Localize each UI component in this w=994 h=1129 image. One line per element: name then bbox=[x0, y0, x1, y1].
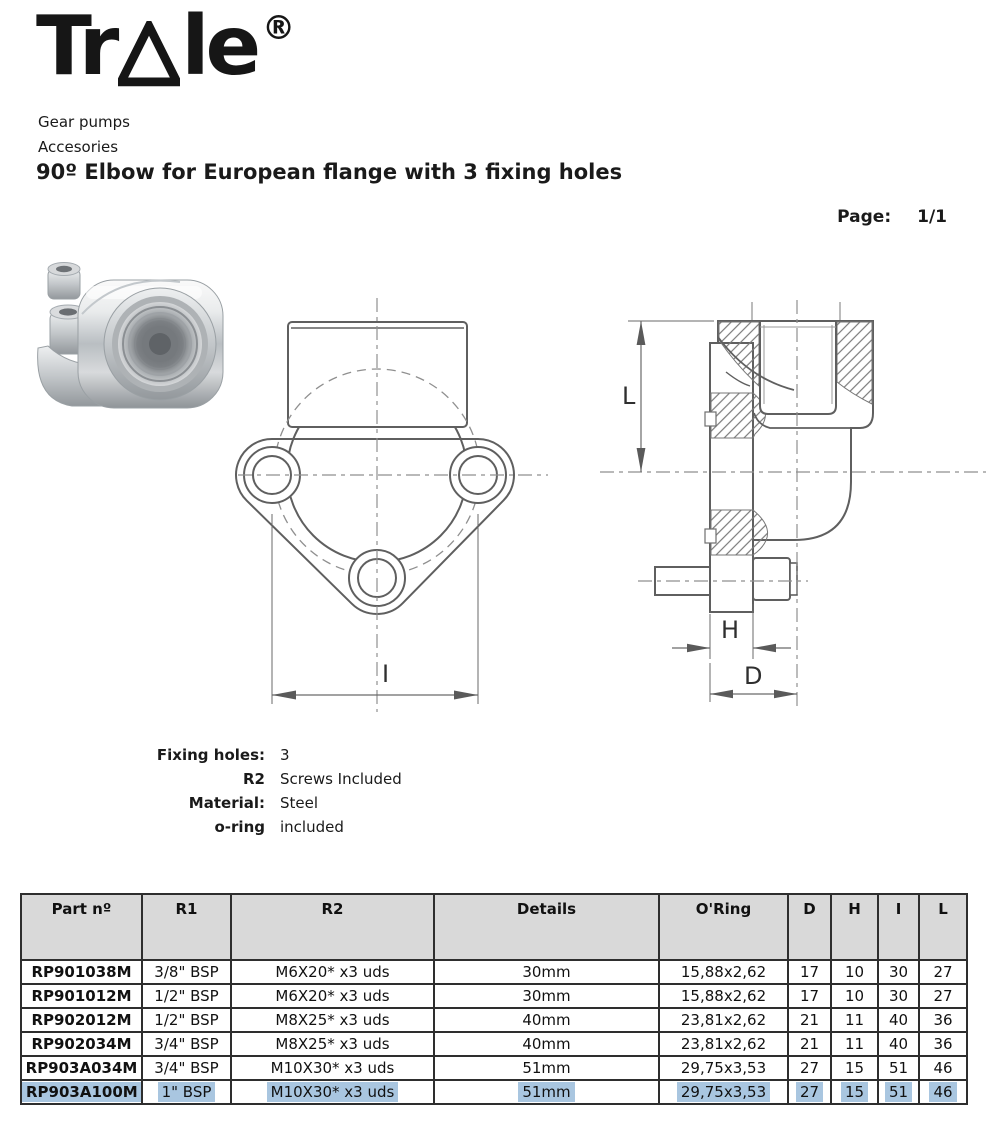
logo-text-left: Tr bbox=[36, 0, 116, 94]
cell: 27 bbox=[919, 960, 967, 984]
table-row bbox=[21, 1056, 967, 1080]
spec-value: 3 bbox=[280, 746, 290, 764]
dimension-L bbox=[622, 321, 714, 472]
spec-label: o-ring bbox=[214, 818, 265, 836]
threaded-bore bbox=[104, 288, 216, 400]
cell: 40 bbox=[878, 1008, 919, 1032]
brand-logo bbox=[36, 0, 296, 94]
cell: M6X20* x3 uds bbox=[231, 960, 434, 984]
cell: 15 bbox=[831, 1056, 878, 1080]
cell: 29,75x3,53 bbox=[659, 1080, 788, 1104]
spec-row-material bbox=[38, 796, 402, 811]
cell: M10X30* x3 uds bbox=[231, 1080, 434, 1104]
table-row bbox=[21, 984, 967, 1008]
parts-table bbox=[20, 893, 968, 1105]
page-number: 1/1 bbox=[917, 207, 947, 227]
cell: 30 bbox=[878, 960, 919, 984]
cell: 27 bbox=[788, 1056, 831, 1080]
table-row bbox=[21, 960, 967, 984]
triangle-icon bbox=[118, 21, 180, 87]
table-row bbox=[21, 1008, 967, 1032]
cell: 10 bbox=[831, 984, 878, 1008]
cell: 46 bbox=[919, 1080, 967, 1104]
cell: 3/4" BSP bbox=[142, 1056, 231, 1080]
cell: 51 bbox=[878, 1056, 919, 1080]
cell: 15,88x2,62 bbox=[659, 984, 788, 1008]
cell: 21 bbox=[788, 1032, 831, 1056]
cell-part: RP903A034M bbox=[21, 1056, 142, 1080]
cell: 23,81x2,62 bbox=[659, 1032, 788, 1056]
page-title: 90º Elbow for European flange with 3 fixing holes bbox=[36, 160, 623, 184]
registered-trademark: ® bbox=[262, 8, 296, 47]
spec-value: Steel bbox=[280, 794, 319, 812]
cell: 36 bbox=[919, 1008, 967, 1032]
cell: 1/2" BSP bbox=[142, 984, 231, 1008]
cell-part: RP901038M bbox=[21, 960, 142, 984]
cell: 11 bbox=[831, 1008, 878, 1032]
dim-label-H: H bbox=[721, 616, 740, 644]
dimension-D bbox=[710, 662, 797, 702]
spec-label: Material: bbox=[188, 794, 265, 812]
dim-label-D: D bbox=[744, 662, 763, 690]
spec-row-r2 bbox=[38, 772, 402, 787]
cell: M8X25* x3 uds bbox=[231, 1032, 434, 1056]
cell: 40mm bbox=[434, 1008, 659, 1032]
oring-groove-lower bbox=[705, 529, 716, 543]
threaded-cavity bbox=[760, 322, 836, 414]
cell: 3/8" BSP bbox=[142, 960, 231, 984]
spec-value: Screws Included bbox=[280, 770, 402, 788]
col-header-h: H bbox=[831, 894, 878, 960]
cell: 27 bbox=[919, 984, 967, 1008]
cell: 1" BSP bbox=[142, 1080, 231, 1104]
cell: 46 bbox=[919, 1056, 967, 1080]
cell: 21 bbox=[788, 1008, 831, 1032]
col-header-d: D bbox=[788, 894, 831, 960]
oring-groove-upper bbox=[705, 412, 716, 426]
cell: 17 bbox=[788, 984, 831, 1008]
subcategory-label: Accesories bbox=[38, 138, 119, 156]
col-header-r2: R2 bbox=[231, 894, 434, 960]
cell: 3/4" BSP bbox=[142, 1032, 231, 1056]
cell: 15,88x2,62 bbox=[659, 960, 788, 984]
cell: M6X20* x3 uds bbox=[231, 984, 434, 1008]
col-header-l: L bbox=[919, 894, 967, 960]
col-header-oring: O'Ring bbox=[659, 894, 788, 960]
cell: 29,75x3,53 bbox=[659, 1056, 788, 1080]
dim-label-I: I bbox=[382, 660, 390, 688]
table-header-row bbox=[21, 894, 967, 960]
cell-part: RP901012M bbox=[21, 984, 142, 1008]
col-header-details: Details bbox=[434, 894, 659, 960]
hatch-patch-lower bbox=[711, 510, 768, 555]
cell: 36 bbox=[919, 1032, 967, 1056]
cell: 30mm bbox=[434, 960, 659, 984]
cell-part: RP902012M bbox=[21, 1008, 142, 1032]
cell: 1/2" BSP bbox=[142, 1008, 231, 1032]
cell: M10X30* x3 uds bbox=[231, 1056, 434, 1080]
cell: 51 bbox=[878, 1080, 919, 1104]
dim-label-L: L bbox=[622, 382, 636, 410]
page-label: Page: bbox=[837, 207, 892, 227]
col-header-r1: R1 bbox=[142, 894, 231, 960]
cell: 17 bbox=[788, 960, 831, 984]
cell-part: RP903A100M bbox=[21, 1080, 142, 1104]
cell: 27 bbox=[788, 1080, 831, 1104]
logo-text-right: le bbox=[181, 0, 258, 94]
spec-label: R2 bbox=[243, 770, 265, 788]
spec-row-oring bbox=[38, 820, 402, 835]
spec-value: included bbox=[280, 818, 344, 836]
table-row bbox=[21, 1032, 967, 1056]
page-indicator bbox=[837, 207, 947, 227]
spec-label: Fixing holes: bbox=[156, 746, 265, 764]
cell: 10 bbox=[831, 960, 878, 984]
col-header-i: I bbox=[878, 894, 919, 960]
cell: 40 bbox=[878, 1032, 919, 1056]
product-photo bbox=[18, 252, 225, 420]
side-view-drawing bbox=[598, 282, 990, 720]
cell-part: RP902034M bbox=[21, 1032, 142, 1056]
spec-row-fixing-holes bbox=[38, 748, 402, 763]
cell: 30 bbox=[878, 984, 919, 1008]
cell: 11 bbox=[831, 1032, 878, 1056]
spec-list bbox=[38, 748, 402, 844]
table-row-highlighted bbox=[21, 1080, 967, 1104]
cell: 40mm bbox=[434, 1032, 659, 1056]
cell: 51mm bbox=[434, 1080, 659, 1104]
cell: 15 bbox=[831, 1080, 878, 1104]
cell: 30mm bbox=[434, 984, 659, 1008]
hatch-patch-upper bbox=[711, 393, 766, 438]
category-label: Gear pumps bbox=[38, 113, 130, 131]
cell: M8X25* x3 uds bbox=[231, 1008, 434, 1032]
col-header-part: Part nº bbox=[21, 894, 142, 960]
screw-top bbox=[48, 263, 80, 300]
front-view-drawing bbox=[232, 282, 552, 720]
cell: 51mm bbox=[434, 1056, 659, 1080]
flange-plate-section bbox=[710, 343, 753, 612]
cell: 23,81x2,62 bbox=[659, 1008, 788, 1032]
